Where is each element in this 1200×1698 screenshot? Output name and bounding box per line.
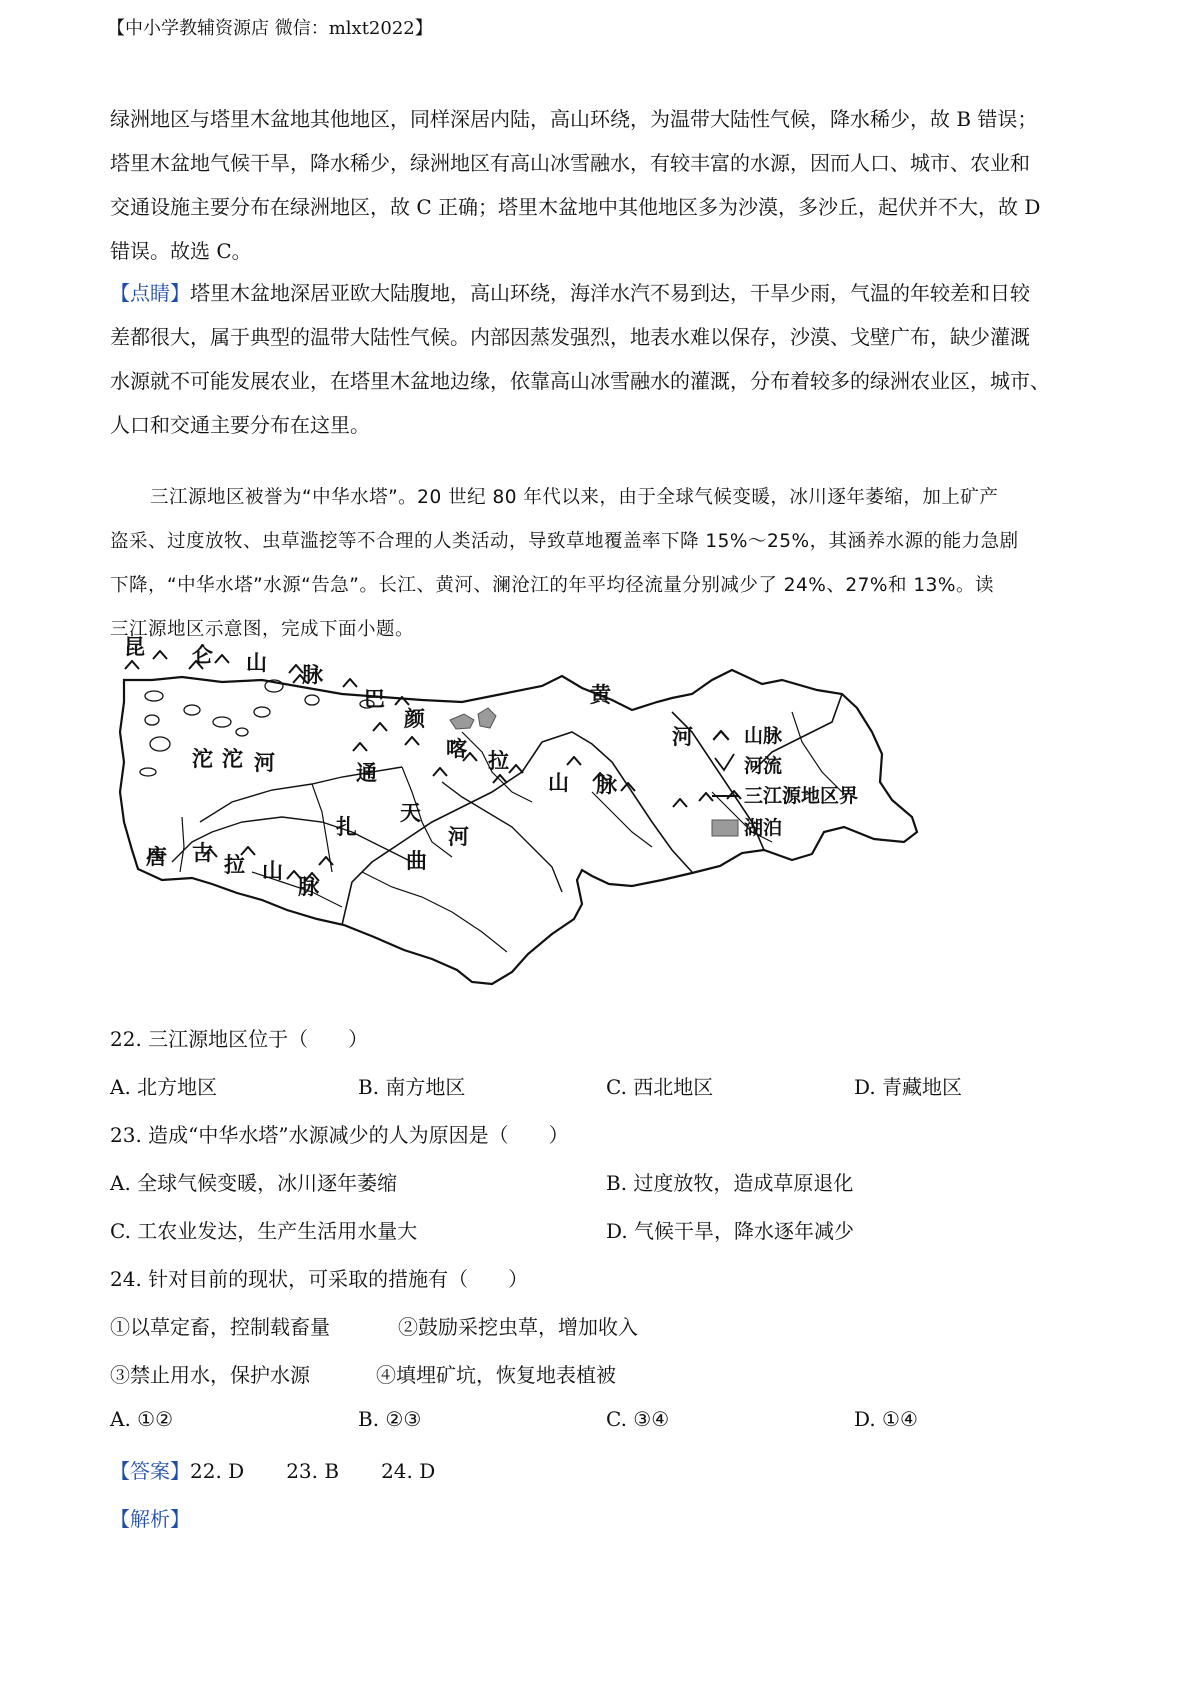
map-label: 颜 bbox=[404, 707, 425, 731]
map-label: 山 bbox=[548, 771, 569, 795]
q22-option-a: A. 北方地区 bbox=[110, 1075, 218, 1099]
legend-mountain: 山脉 bbox=[744, 725, 783, 747]
q22-option-d: D. 青藏地区 bbox=[854, 1075, 963, 1099]
lake-filled bbox=[450, 708, 496, 729]
analysis-label: 【解析】 bbox=[110, 1507, 190, 1531]
legend-lake: 湖泊 bbox=[744, 817, 783, 839]
map-label: 河 bbox=[254, 751, 275, 775]
map-label: 昆 bbox=[124, 635, 145, 659]
q22-option-b: B. 南方地区 bbox=[358, 1075, 466, 1099]
map-label: 黄 bbox=[590, 683, 611, 707]
tip-line: 水源就不可能发展农业，在塔里木盆地边缘，依靠高山冰雪融水的灌溉，分布着较多的绿洲农业区，城市、 bbox=[110, 369, 1050, 393]
map-label: 拉 bbox=[224, 853, 245, 877]
q24-option-a: A. ①② bbox=[110, 1407, 174, 1431]
question-23-stem: 23. 造成“中华水塔”水源减少的人为原因是（ ） bbox=[110, 1123, 569, 1147]
question-intro bbox=[110, 476, 1095, 652]
analysis-previous bbox=[110, 97, 1095, 273]
source-header: 【中小学教辅资源店 微信：mlxt2022】 bbox=[107, 18, 433, 39]
tip-line: 差都很大，属于典型的温带大陆性气候。内部因蒸发强烈，地表水难以保存，沙漠、戈壁广布，缺少灌溉 bbox=[110, 325, 1030, 349]
map-label: 拉 bbox=[488, 749, 509, 773]
map-label: 沱 bbox=[192, 747, 213, 771]
map-label: 仑 bbox=[192, 643, 213, 667]
map-label: 天 bbox=[400, 801, 421, 825]
map-label: 古 bbox=[192, 841, 213, 865]
map-label: 曲 bbox=[406, 849, 427, 873]
answer-24: 24. D bbox=[381, 1459, 436, 1483]
map-label: 脉 bbox=[596, 773, 617, 797]
intro-line: 三江源地区被誉为“中华水塔”。20 世纪 80 年代以来，由于全球气候变暖，冰川逐年萎缩，加上矿产 bbox=[150, 487, 999, 508]
q24-measure-4: ④填埋矿坑，恢复地表植被 bbox=[376, 1363, 616, 1387]
map-label: 通 bbox=[356, 761, 377, 785]
q23-option-c: C. 工农业发达，生产生活用水量大 bbox=[110, 1219, 418, 1243]
q24-option-b: B. ②③ bbox=[358, 1407, 422, 1431]
q24-measure-2: ②鼓励采挖虫草，增加收入 bbox=[398, 1315, 638, 1339]
q23-option-a: A. 全球气候变暖，冰川逐年萎缩 bbox=[110, 1171, 398, 1195]
map-label: 唐 bbox=[146, 845, 167, 869]
map-label: 河 bbox=[672, 725, 693, 749]
map-label: 扎 bbox=[336, 815, 357, 839]
q24-option-d: D. ①④ bbox=[854, 1407, 918, 1431]
q22-option-c: C. 西北地区 bbox=[606, 1075, 714, 1099]
map-legend bbox=[712, 725, 858, 839]
tip-line: 人口和交通主要分布在这里。 bbox=[110, 413, 370, 437]
answer-22: 22. D bbox=[190, 1459, 245, 1483]
answer-line bbox=[110, 1455, 435, 1484]
region-boundary bbox=[120, 670, 917, 984]
question-22-stem: 22. 三江源地区位于（ ） bbox=[110, 1027, 369, 1051]
intro-line: 三江源地区示意图，完成下面小题。 bbox=[110, 619, 415, 640]
map-label: 脉 bbox=[298, 875, 319, 899]
analysis-line: 塔里木盆地气候干旱，降水稀少，绿洲地区有高山冰雪融水，有较丰富的水源，因而人口、城市、农业和 bbox=[110, 151, 1030, 175]
map-label: 脉 bbox=[302, 663, 323, 687]
q24-measure-1: ①以草定畜，控制载畜量 bbox=[110, 1315, 330, 1339]
question-24-stem: 24. 针对目前的现状，可采取的措施有（ ） bbox=[110, 1267, 529, 1291]
map-label: 沱 bbox=[222, 747, 243, 771]
map-label: 山 bbox=[262, 859, 283, 883]
legend-river: 河流 bbox=[744, 755, 783, 777]
tip-line: 塔里木盆地深居亚欧大陆腹地，高山环绕，海洋水汽不易到达，干旱少雨，气温的年较差和日较 bbox=[190, 281, 1030, 305]
mountain-symbols bbox=[125, 651, 741, 881]
intro-line: 下降，“中华水塔”水源“告急”。长江、黄河、澜沧江的年平均径流量分别减少了 24%、27%和 13%。读 bbox=[110, 575, 994, 596]
analysis-line: 交通设施主要分布在绿洲地区，故 C 正确；塔里木盆地中其他地区多为沙漠，多沙丘，起伏并不大，故 D bbox=[110, 195, 1041, 219]
answer-label: 【答案】 bbox=[110, 1459, 190, 1483]
q23-option-b: B. 过度放牧，造成草原退化 bbox=[606, 1171, 854, 1195]
q24-measure-3: ③禁止用水，保护水源 bbox=[110, 1363, 310, 1387]
answer-23: 23. B bbox=[286, 1459, 340, 1483]
q24-option-c: C. ③④ bbox=[606, 1407, 670, 1431]
intro-line: 盗采、过度放牧、虫草滥挖等不合理的人类活动，导致草地覆盖率下降 15%～25%，其涵养水源的能力急剧 bbox=[110, 531, 1019, 552]
map-label: 河 bbox=[448, 825, 469, 849]
analysis-line: 错误。故选 C。 bbox=[110, 239, 252, 263]
tip-label: 【点睛】 bbox=[110, 281, 190, 305]
tip-section bbox=[110, 271, 1095, 447]
q23-option-d: D. 气候干旱，降水逐年减少 bbox=[606, 1219, 855, 1243]
map-label: 巴 bbox=[364, 687, 385, 711]
map-label: 喀 bbox=[446, 737, 467, 761]
map-label: 山 bbox=[246, 651, 267, 675]
legend-boundary: 三江源地区界 bbox=[744, 785, 859, 807]
sanjiangyuan-map bbox=[112, 635, 1092, 997]
analysis-line: 绿洲地区与塔里木盆地其他地区，同样深居内陆，高山环绕，为温带大陆性气候，降水稀少，故 B 错误； bbox=[110, 107, 1038, 131]
